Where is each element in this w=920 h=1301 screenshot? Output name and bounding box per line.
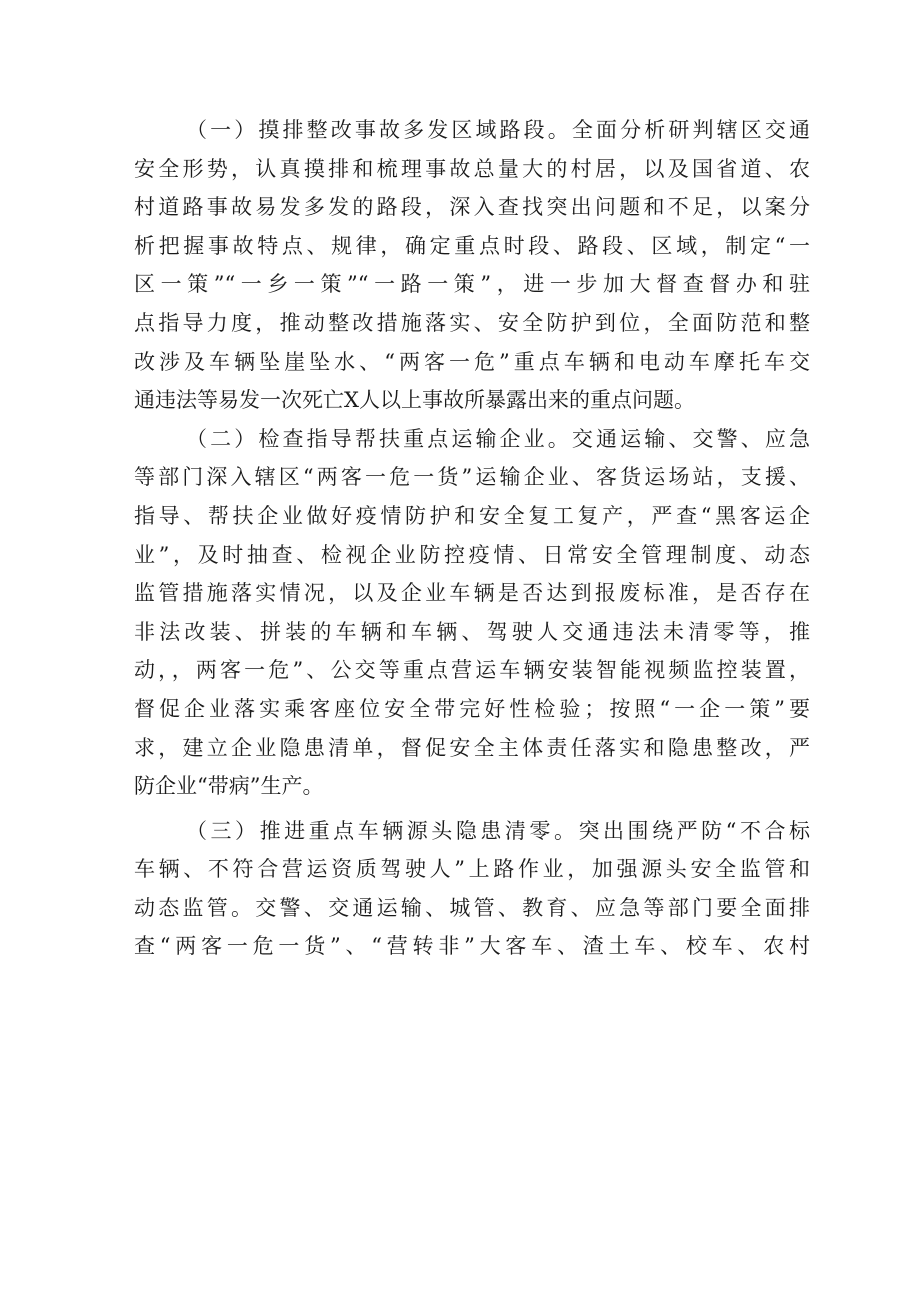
text-line: 查“两客一危一货”、“营转非”大客车、渣土车、校车、农村 <box>134 934 810 959</box>
text-line: （一）摸排整改事故多发区域路段。全面分析研判辖区交通 <box>186 118 810 142</box>
paragraph-3 <box>134 812 810 966</box>
paragraph-1 <box>134 111 810 420</box>
text-line: 安全形势，认真摸排和梳理事故总量大的村居，以及国省道、农 <box>134 156 810 181</box>
text-line: 析把握事故特点、规律，确定重点时段、路段、区域，制定“一 <box>134 233 810 258</box>
text-line: 等部门深入辖区“两客一危一货”运输企业、客货运场站，支援、 <box>134 465 810 490</box>
text-line: 指导、帮扶企业做好疫情防护和安全复工复产，严查“黑客运企 <box>134 503 810 528</box>
text-line: 车辆、不符合营运资质驾驶人”上路作业，加强源头安全监管和 <box>134 857 810 882</box>
text-line: 求，建立企业隐患清单，督促安全主体责任落实和隐患整改，严 <box>134 735 810 760</box>
text-line: 动，，两客一危”、公交等重点营运车辆安装智能视频监控装置， <box>134 658 810 683</box>
text-line: 督促企业落实乘客座位安全带完好性检验；按照“一企一策”要 <box>134 696 810 721</box>
text-line: 区一策”“一乡一策”“一路一策”，进一步加大督查督办和驻 <box>134 272 810 297</box>
text-line: （二）检查指导帮扶重点运输企业。交通运输、交警、应急 <box>186 426 810 451</box>
text-line: 监管措施落实情况，以及企业车辆是否达到报废标准，是否存在 <box>134 581 810 606</box>
paragraph-2 <box>134 420 810 806</box>
text-line: （三）推进重点车辆源头隐患清零。突出围绕严防“不合标 <box>186 818 810 843</box>
text-line: 通违法等易发一次死亡X人以上事故所暴露出来的重点问题。 <box>134 388 695 413</box>
text-line: 防企业“带病”生产。 <box>134 774 324 799</box>
text-line: 改涉及车辆坠崖坠水、“两客一危”重点车辆和电动车摩托车交 <box>134 349 810 374</box>
text-line: 动态监管。交警、交通运输、城管、教育、应急等部门要全面排 <box>134 895 810 920</box>
text-line: 业”，及时抽查、检视企业防控疫情、日常安全管理制度、动态 <box>134 542 810 567</box>
text-line: 点指导力度，推动整改措施落实、安全防护到位，全面防范和整 <box>134 310 810 335</box>
document-body <box>134 111 810 966</box>
text-line: 非法改装、拼装的车辆和车辆、驾驶人交通违法未清零等，推 <box>134 619 810 644</box>
text-line: 村道路事故易发多发的路段，深入查找突出问题和不足，以案分 <box>134 195 810 220</box>
